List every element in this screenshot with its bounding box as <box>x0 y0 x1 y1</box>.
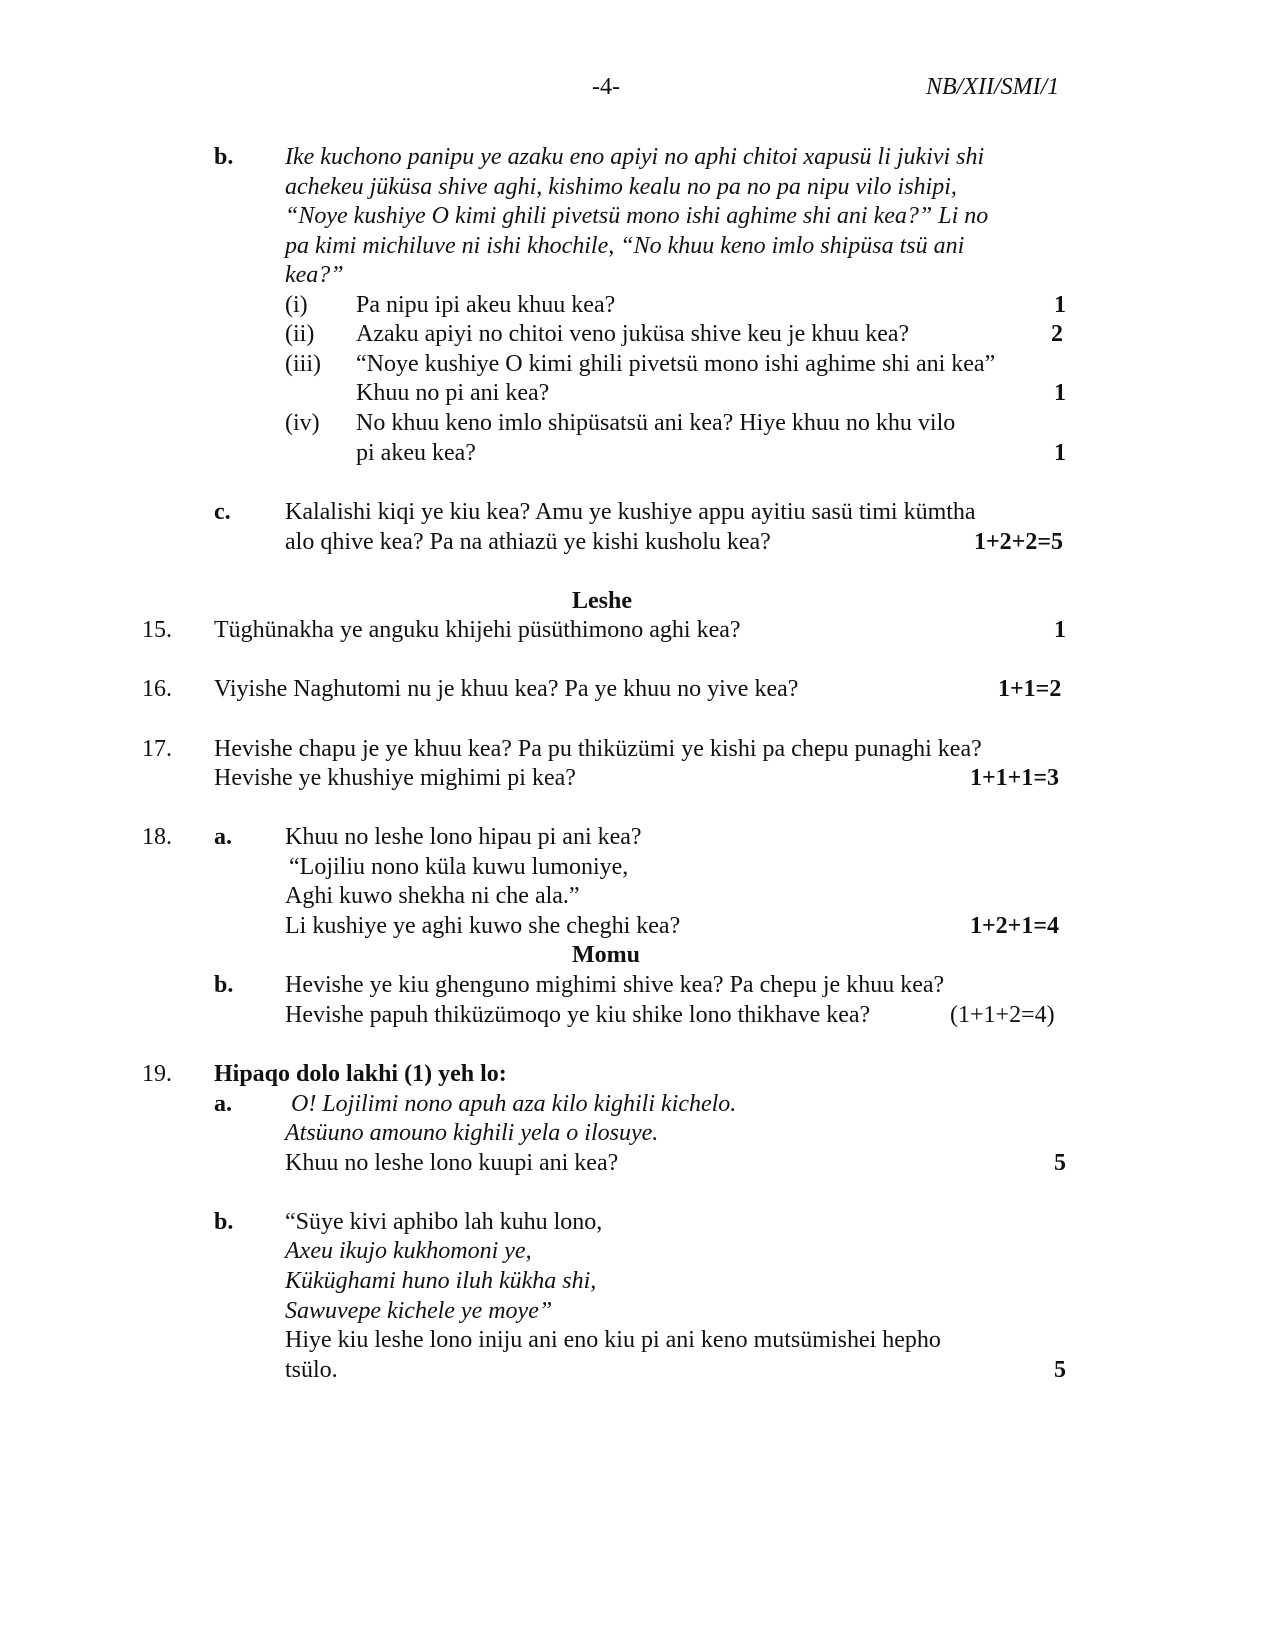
q14b-sub-text: Pa nipu ipi akeu khuu kea? <box>356 292 616 318</box>
q16-mark: 1+1=2 <box>998 676 1062 702</box>
q19a-question: Khuu no leshe lono kuupi ani kea? <box>285 1150 619 1176</box>
paper-code: NB/XII/SMI/1 <box>926 74 1060 100</box>
q19b-question: Hiye kiu leshe lono iniju ani eno kiu pi ani keno mutsümishei hepho <box>285 1327 941 1353</box>
q14b-sub-num: (i) <box>285 292 308 318</box>
q14b-sub-mark: 1 <box>1054 440 1066 466</box>
q14b-passage-line: Ike kuchono panipu ye azaku eno apiyi no aphi chitoi xapusü li jukivi shi <box>285 144 985 170</box>
q15-number: 15. <box>142 617 172 643</box>
q19-heading: Hipaqo dolo lakhi (1) yeh lo: <box>214 1061 507 1087</box>
section-heading-leshe: Leshe <box>572 588 632 614</box>
q14b-sub-mark: 2 <box>1051 321 1063 347</box>
q19a-label: a. <box>214 1091 232 1117</box>
q18a-quote-line: “Lojiliu nono küla kuwu lumoniye, <box>289 854 629 880</box>
q18a-label: a. <box>214 824 232 850</box>
q14b-sub-text: No khuu keno imlo shipüsatsü ani kea? Hiye khuu no khu vilo <box>356 410 956 436</box>
q17-number: 17. <box>142 736 172 762</box>
q14c-text: Kalalishi kiqi ye kiu kea? Amu ye kushiye appu ayitiu sasü timi kümtha <box>285 499 976 525</box>
q14b-sub-text: Azaku apiyi no chitoi veno juküsa shive keu je khuu kea? <box>356 321 910 347</box>
q19b-poem-line: Sawuvepe kichele ye moye” <box>285 1298 553 1324</box>
q14b-sub-text: Khuu no pi ani kea? <box>356 380 550 406</box>
section-heading-momu: Momu <box>572 942 640 968</box>
q14b-sub-mark: 1 <box>1054 292 1066 318</box>
q14c-text: alo qhive kea? Pa na athiazü ye kishi kusholu kea? <box>285 529 771 555</box>
q14c-mark: 1+2+2=5 <box>974 529 1064 555</box>
q18b-label: b. <box>214 972 234 998</box>
q15-mark: 1 <box>1054 617 1066 643</box>
q19b-poem-line: Axeu ikujo kukhomoni ye, <box>285 1238 532 1264</box>
q14b-passage-line: pa kimi michiluve ni ishi khochile, “No khuu keno imlo shipüsa tsü ani <box>285 233 965 259</box>
q19a-poem-line: O! Lojilimi nono apuh aza kilo kighili kichelo. <box>291 1091 737 1117</box>
q18b-text: Hevishe papuh thiküzümoqo ye kiu shike lono thikhave kea? <box>285 1002 871 1028</box>
q16-number: 16. <box>142 676 172 702</box>
q18a-text: Khuu no leshe lono hipau pi ani kea? <box>285 824 642 850</box>
q14b-label: b. <box>214 144 234 170</box>
q19b-label: b. <box>214 1209 234 1235</box>
q19b-question: tsülo. <box>285 1357 338 1383</box>
q14b-sub-text: “Noye kushiye O kimi ghili pivetsü mono ishi aghime shi ani kea” <box>356 351 996 377</box>
q14b-sub-num: (ii) <box>285 321 315 347</box>
q14b-sub-mark: 1 <box>1054 380 1066 406</box>
q19a-poem-line: Atsüuno amouno kighili yela o ilosuye. <box>285 1120 659 1146</box>
q19b-poem-line: “Süye kivi aphibo lah kuhu lono, <box>285 1209 603 1235</box>
q18b-mark: (1+1+2=4) <box>950 1002 1055 1028</box>
q19-number: 19. <box>142 1061 172 1087</box>
q14b-passage-line: kea?” <box>285 262 344 288</box>
q17-text: Hevishe ye khushiye mighimi pi kea? <box>214 765 576 791</box>
q17-mark: 1+1+1=3 <box>970 765 1060 791</box>
q18-number: 18. <box>142 824 172 850</box>
q14b-passage-line: “Noye kushiye O kimi ghili pivetsü mono ishi aghime shi ani kea?” Li no <box>285 203 989 229</box>
q19a-mark: 5 <box>1054 1150 1066 1176</box>
q18a-text: Li kushiye ye aghi kuwo she cheghi kea? <box>285 913 681 939</box>
q19b-poem-line: Küküghami huno iluh kükha shi, <box>285 1268 597 1294</box>
q17-text: Hevishe chapu je ye khuu kea? Pa pu thiküzümi ye kishi pa chepu punaghi kea? <box>214 736 982 762</box>
q14b-sub-num: (iv) <box>285 410 320 436</box>
q14b-sub-num: (iii) <box>285 351 321 377</box>
q14b-passage-line: achekeu jüküsa shive aghi, kishimo kealu no pa no pa nipu vilo ishipi, <box>285 174 957 200</box>
q16-text: Viyishe Naghutomi nu je khuu kea? Pa ye khuu no yive kea? <box>214 676 799 702</box>
q18a-quote-line: Aghi kuwo shekha ni che ala.” <box>285 883 580 909</box>
page-number: -4- <box>592 74 620 100</box>
q18a-mark: 1+2+1=4 <box>970 913 1060 939</box>
q19b-mark: 5 <box>1054 1357 1066 1383</box>
q14c-label: c. <box>214 499 231 525</box>
q18b-text: Hevishe ye kiu ghenguno mighimi shive kea? Pa chepu je khuu kea? <box>285 972 945 998</box>
q15-text: Tüghünakha ye anguku khijehi püsüthimono aghi kea? <box>214 617 741 643</box>
q14b-sub-text: pi akeu kea? <box>356 440 476 466</box>
